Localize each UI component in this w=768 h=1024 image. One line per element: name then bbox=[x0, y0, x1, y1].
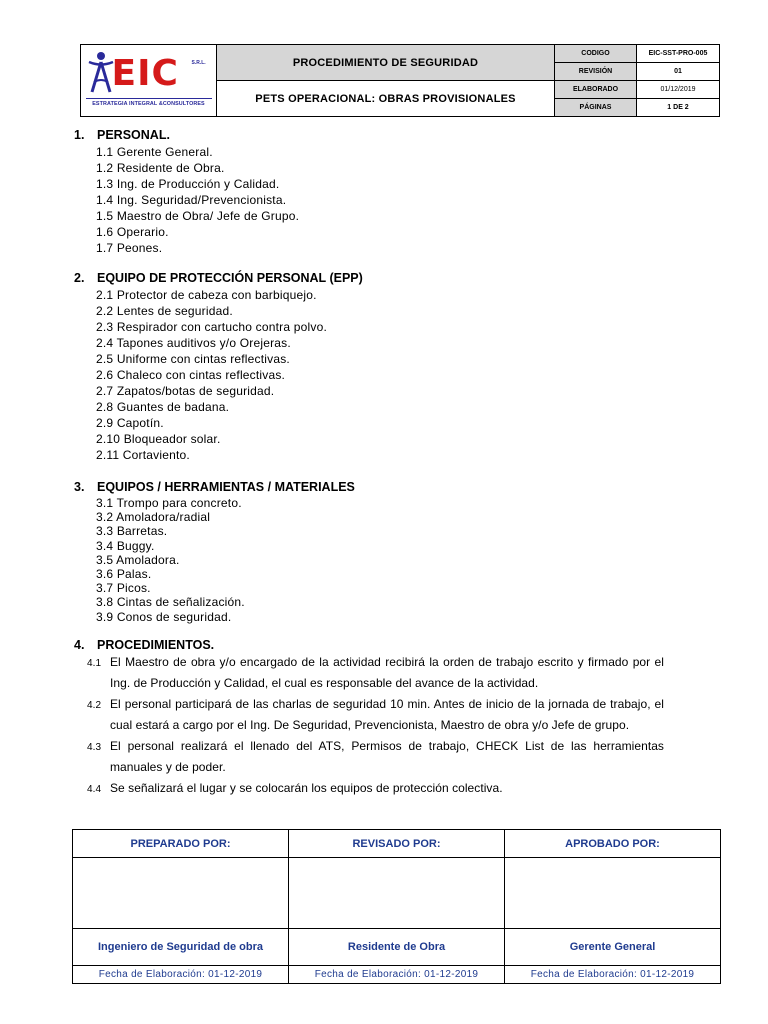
list-item: 1.3 Ing. de Producción y Calidad. bbox=[96, 177, 280, 191]
approved-signature-box bbox=[505, 858, 721, 929]
field-value-elaborado: 01/12/2019 bbox=[637, 81, 720, 99]
company-logo bbox=[84, 50, 214, 112]
section-heading: 3. EQUIPOS / HERRAMIENTAS / MATERIALES bbox=[74, 480, 355, 494]
personal-list bbox=[74, 144, 674, 256]
list-item: 2.9 Capotín. bbox=[96, 416, 164, 430]
list-item: 2.10 Bloqueador solar. bbox=[96, 432, 221, 446]
list-item: 1.2 Residente de Obra. bbox=[96, 161, 225, 175]
field-value-paginas: 1 DE 2 bbox=[637, 99, 720, 117]
document-subtitle: PETS OPERACIONAL: OBRAS PROVISIONALES bbox=[217, 81, 555, 117]
list-item: 3.5 Amoladora. bbox=[96, 552, 180, 567]
list-item: 2.5 Uniforme con cintas reflectivas. bbox=[96, 352, 290, 366]
logo-wordmark: EIC bbox=[111, 52, 179, 94]
section-epp bbox=[74, 269, 674, 463]
prepared-by-header: PREPARADO POR: bbox=[73, 830, 289, 858]
approved-date: Fecha de Elaboración: 01-12-2019 bbox=[505, 966, 721, 984]
signature-table bbox=[72, 829, 721, 984]
list-item: 2.2 Lentes de seguridad. bbox=[96, 304, 233, 318]
equipos-list bbox=[74, 496, 674, 624]
list-item: 1.4 Ing. Seguridad/Prevencionista. bbox=[96, 193, 287, 207]
list-item: 3.8 Cintas de señalización. bbox=[96, 595, 245, 610]
section-heading: 1. PERSONAL. bbox=[74, 128, 170, 142]
list-item: 2.11 Cortaviento. bbox=[96, 448, 190, 462]
approved-by-role: Gerente General bbox=[505, 929, 721, 966]
logo-cell bbox=[81, 45, 217, 117]
prepared-date: Fecha de Elaboración: 01-12-2019 bbox=[73, 966, 289, 984]
list-item: 2.8 Guantes de badana. bbox=[96, 400, 230, 414]
reviewed-by-header: REVISADO POR: bbox=[289, 830, 505, 858]
list-item: 2.1 Protector de cabeza con barbiquejo. bbox=[96, 288, 317, 302]
prepared-signature-box bbox=[73, 858, 289, 929]
procedure-number: 4.4 bbox=[87, 784, 102, 795]
field-value-codigo: EIC-SST-PRO-005 bbox=[637, 45, 720, 63]
reviewed-signature-box bbox=[289, 858, 505, 929]
logo-divider bbox=[86, 98, 212, 99]
list-item: 1.6 Operario. bbox=[96, 225, 169, 239]
list-item: 3.6 Palas. bbox=[96, 566, 152, 581]
list-item: 3.1 Trompo para concreto. bbox=[96, 496, 242, 510]
list-item: 2.3 Respirador con cartucho contra polvo. bbox=[96, 320, 327, 334]
section-heading: 2. EQUIPO DE PROTECCIÓN PERSONAL (EPP) bbox=[74, 271, 363, 285]
field-label-paginas: PÁGINAS bbox=[555, 99, 637, 117]
procedure-item: 4.4 Se señalizará el lugar y se colocarán los equipos de protección colectiva. bbox=[74, 778, 664, 799]
list-item: 3.4 Buggy. bbox=[96, 538, 155, 553]
list-item: 3.3 Barretas. bbox=[96, 524, 168, 539]
procedures-list bbox=[74, 652, 664, 799]
list-item: 3.9 Conos de seguridad. bbox=[96, 609, 232, 624]
procedure-number: 4.3 bbox=[87, 742, 102, 753]
epp-list bbox=[74, 287, 674, 463]
list-item: 1.1 Gerente General. bbox=[96, 145, 213, 159]
procedure-item: 4.2 El personal participará de las charlas de seguridad 10 min. Antes de inicio de la jornada de trabajo, el cual estará a cargo por el Ing. De Seguridad, Prevencionista, Maestro de obra y/o Jefe de grupo. bbox=[87, 697, 664, 732]
document-title: PROCEDIMIENTO DE SEGURIDAD bbox=[217, 45, 555, 81]
list-item: 2.6 Chaleco con cintas reflectivas. bbox=[96, 368, 286, 382]
field-value-revision: 01 bbox=[637, 63, 720, 81]
section-heading: 4. PROCEDIMIENTOS. bbox=[74, 638, 215, 652]
field-label-codigo: CODIGO bbox=[555, 45, 637, 63]
list-item: 1.5 Maestro de Obra/ Jefe de Grupo. bbox=[96, 209, 300, 223]
list-item: 3.2 Amoladora/radial bbox=[96, 510, 211, 525]
reviewed-date: Fecha de Elaboración: 01-12-2019 bbox=[289, 966, 505, 984]
list-item: 2.7 Zapatos/botas de seguridad. bbox=[96, 384, 275, 398]
procedure-item: 4.3 El personal realizará el llenado del ATS, Permisos de trabajo, CHECK List de las herramientas manuales y de poder. bbox=[87, 739, 664, 774]
approved-by-header: APROBADO POR: bbox=[505, 830, 721, 858]
field-label-elaborado: ELABORADO bbox=[555, 81, 637, 99]
section-personal bbox=[74, 126, 674, 256]
prepared-by-role: Ingeniero de Seguridad de obra bbox=[73, 929, 289, 966]
list-item: 1.7 Peones. bbox=[96, 241, 163, 255]
procedure-number: 4.2 bbox=[87, 700, 102, 711]
field-label-revision: REVISIÓN bbox=[555, 63, 637, 81]
logo-tagline: ESTRATEGIA INTEGRAL &CONSULTORES bbox=[92, 100, 205, 107]
logo-srl: S.R.L. bbox=[191, 59, 206, 66]
procedure-number: 4.1 bbox=[87, 658, 102, 669]
section-equipos bbox=[74, 478, 674, 624]
reviewed-by-role: Residente de Obra bbox=[289, 929, 505, 966]
document-header bbox=[80, 44, 720, 117]
list-item: 3.7 Picos. bbox=[96, 581, 151, 596]
list-item: 2.4 Tapones auditivos y/o Orejeras. bbox=[96, 336, 291, 350]
procedure-item: 4.1 El Maestro de obra y/o encargado de la actividad recibirá la orden de trabajo escrito y firmado por el Ing. de Producción y Calidad, el cual es responsable del avance de la actividad. bbox=[87, 655, 664, 690]
